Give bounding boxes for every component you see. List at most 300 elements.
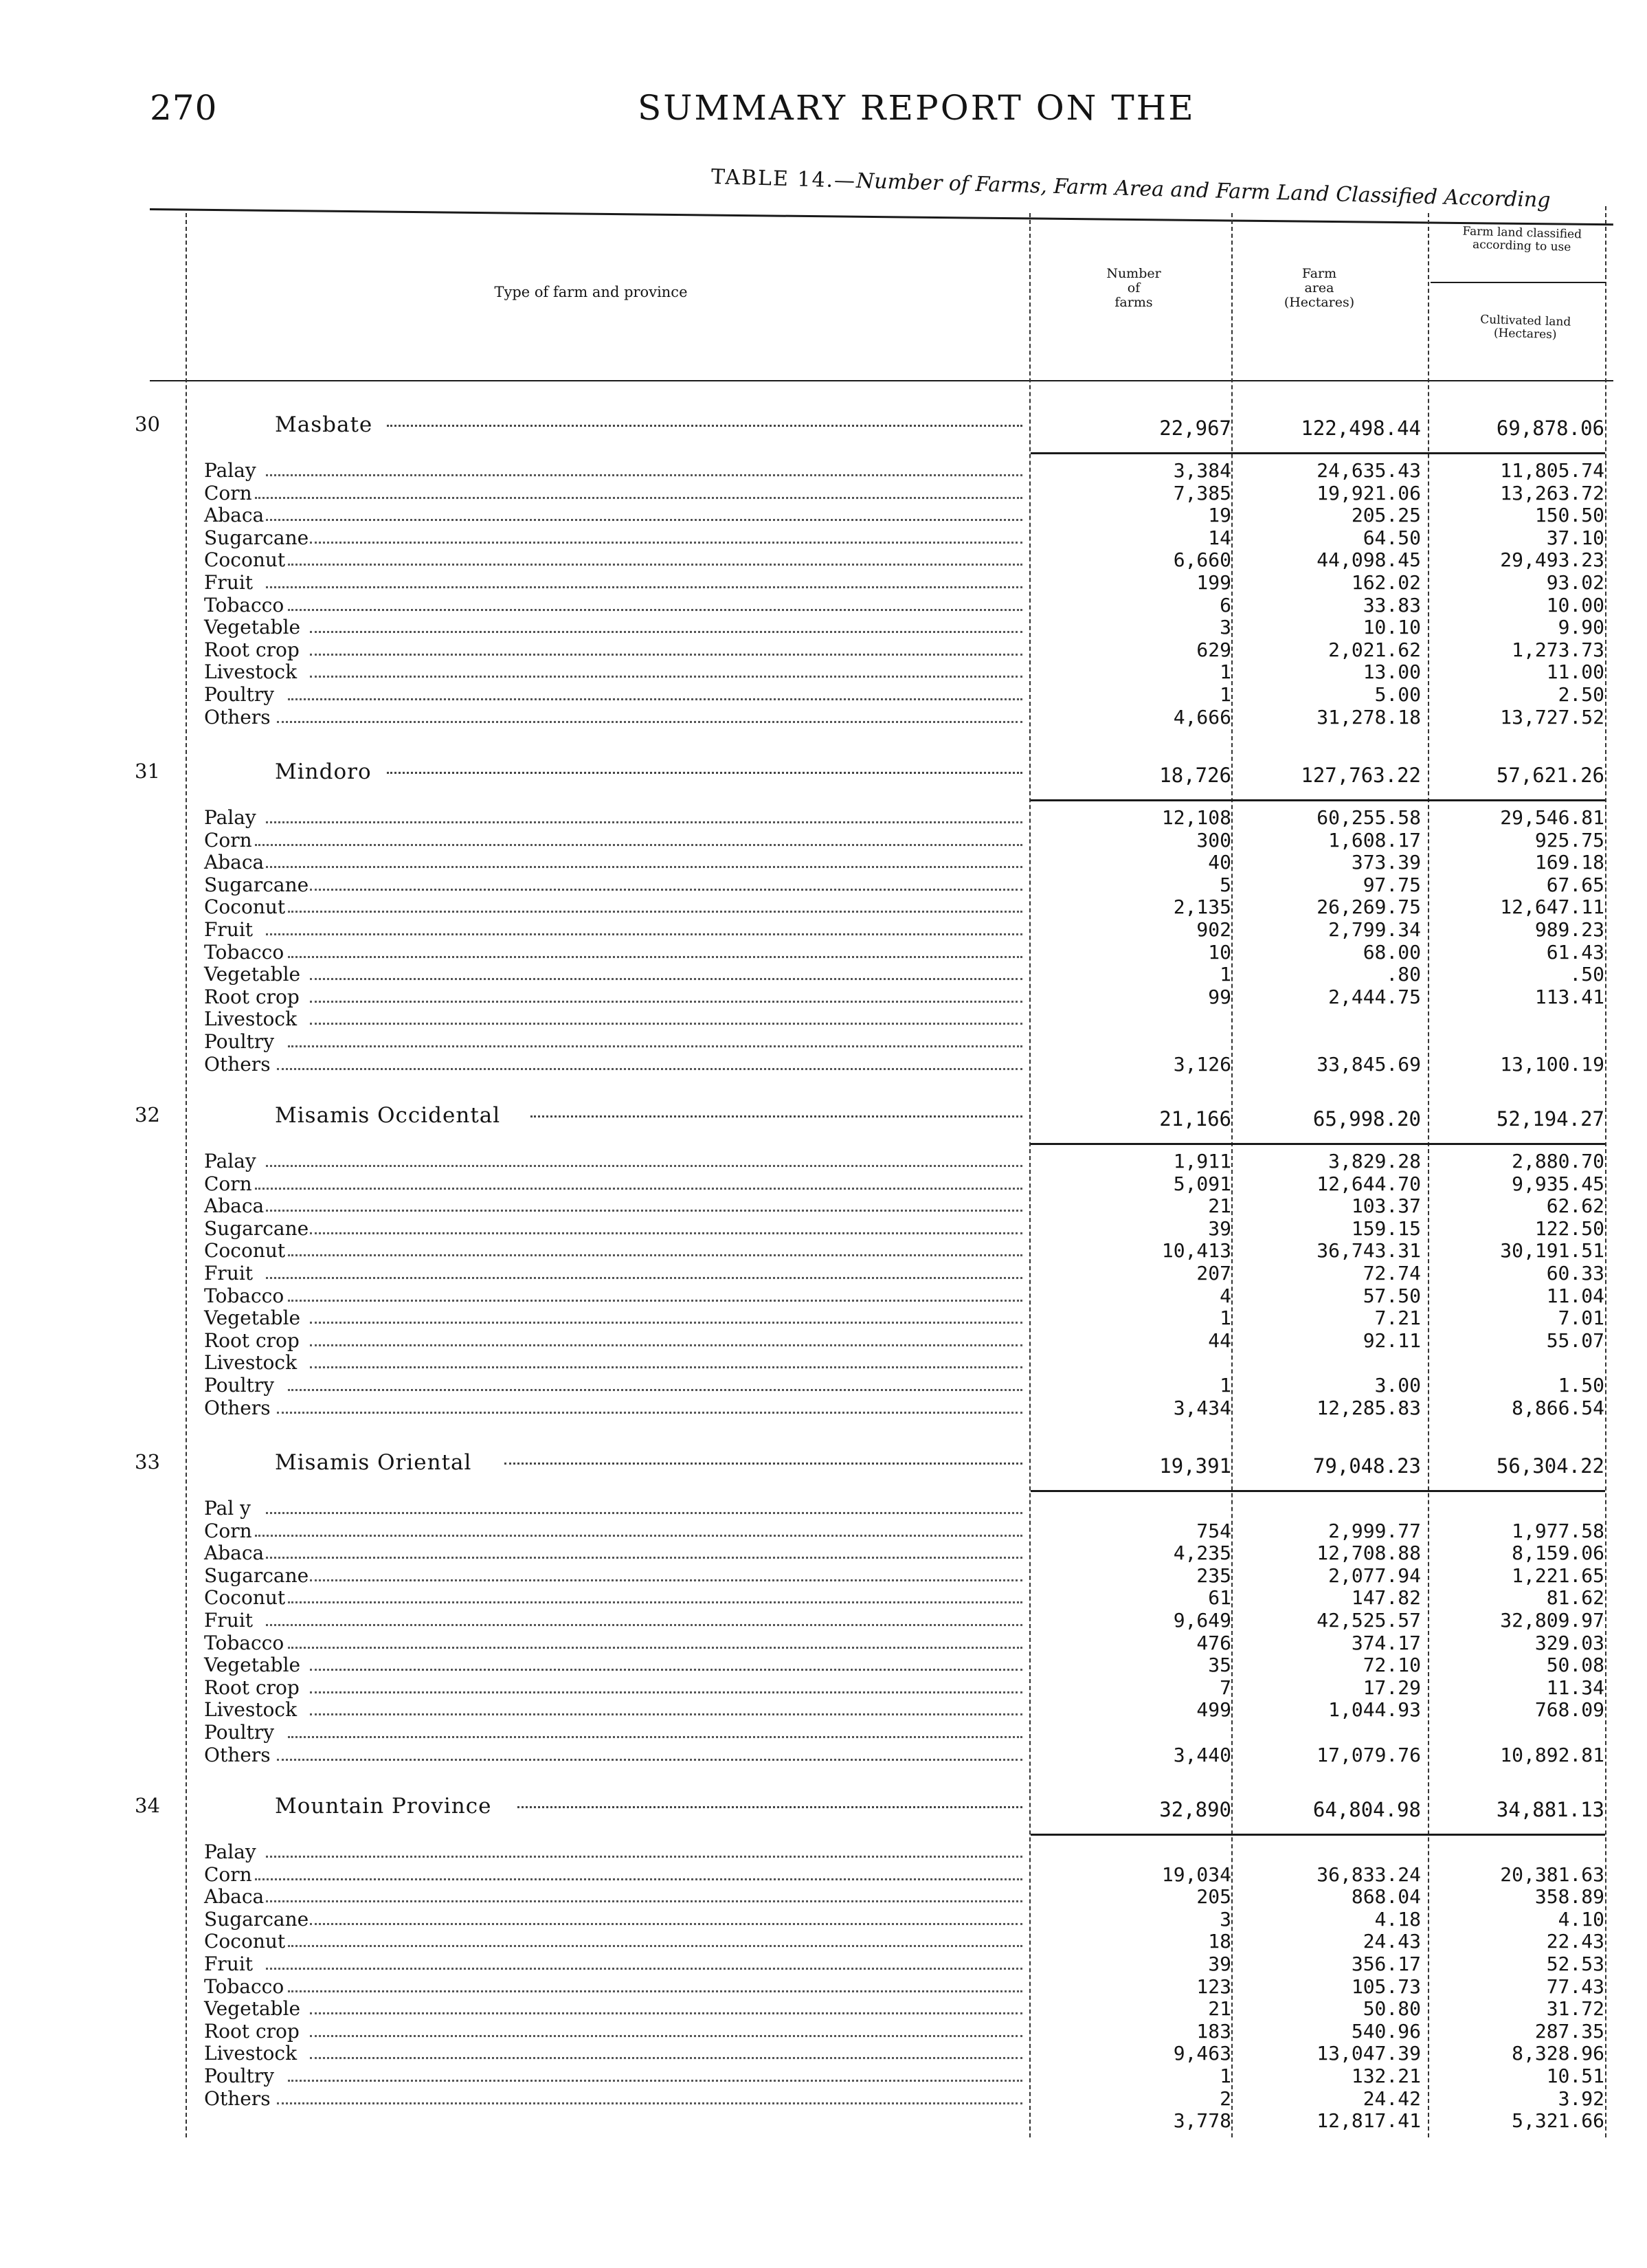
row-area: 60,255.58 xyxy=(1317,806,1421,829)
farm-type-label: Fruit xyxy=(204,918,254,941)
row-cultivated: 2.50 xyxy=(1558,683,1604,706)
province-name: Misamis Occidental xyxy=(275,1103,501,1128)
row-cultivated: 150.50 xyxy=(1534,504,1604,527)
row-cultivated: 30,191.51 xyxy=(1500,1239,1604,1263)
table-row xyxy=(0,1841,1647,1864)
table-row xyxy=(0,918,1647,942)
row-area: 19,921.06 xyxy=(1317,481,1421,504)
row-cultivated: 4.10 xyxy=(1558,1907,1604,1931)
row-leader xyxy=(266,1557,1022,1559)
table-row xyxy=(0,2020,1647,2043)
farm-type-label: Palay xyxy=(204,806,256,829)
row-area: 12,644.70 xyxy=(1317,1172,1421,1195)
row-cultivated: 29,493.23 xyxy=(1500,548,1604,572)
row-farms: 1 xyxy=(1220,2065,1231,2087)
row-farms: 183 xyxy=(1196,2019,1231,2043)
row-cultivated: 12,647.11 xyxy=(1500,896,1604,919)
row-farms: 235 xyxy=(1196,1564,1231,1587)
row-farms: 19 xyxy=(1208,504,1231,527)
province-row xyxy=(0,1103,1647,1137)
row-farms: 6,660 xyxy=(1173,548,1231,572)
row-leader xyxy=(310,1322,1022,1324)
row-area: 97.75 xyxy=(1363,873,1421,896)
row-cultivated: 9.90 xyxy=(1558,616,1604,639)
row-cultivated: 358.89 xyxy=(1534,1885,1604,1909)
row-leader xyxy=(266,821,1022,823)
row-area: 26,269.75 xyxy=(1317,896,1421,919)
table-row xyxy=(0,1285,1647,1308)
row-farms: 35 xyxy=(1208,1654,1231,1677)
farm-type-label: Fruit xyxy=(204,571,254,594)
row-farms: 39 xyxy=(1208,1216,1231,1240)
row-cultivated: 77.43 xyxy=(1546,1975,1604,1998)
row-leader xyxy=(266,519,1022,521)
province-leader xyxy=(387,772,1022,774)
row-leader xyxy=(277,2102,1022,2104)
row-cultivated: 11,805.74 xyxy=(1500,459,1604,482)
row-cultivated: 10,892.81 xyxy=(1500,1743,1604,1766)
row-area: 147.82 xyxy=(1351,1586,1421,1610)
table-row xyxy=(0,2065,1647,2088)
row-cultivated: 93.02 xyxy=(1546,571,1604,594)
row-cultivated: 13,727.52 xyxy=(1500,705,1604,729)
row-cultivated: 11.04 xyxy=(1546,1284,1604,1307)
province-row xyxy=(0,1450,1647,1485)
row-area: 92.11 xyxy=(1363,1328,1421,1352)
table-row xyxy=(0,1262,1647,1285)
row-farms: 44 xyxy=(1208,1328,1231,1352)
table-row xyxy=(0,829,1647,852)
row-cultivated: 29,546.81 xyxy=(1500,806,1604,829)
row-cultivated: 5,321.66 xyxy=(1512,2109,1604,2133)
province-cultivated: 52,194.27 xyxy=(1496,1107,1604,1131)
table-row xyxy=(0,1150,1647,1173)
farm-type-label: Others xyxy=(204,1743,271,1766)
farm-type-label: Coconut xyxy=(204,1930,286,1953)
row-farms: 1 xyxy=(1220,1307,1231,1330)
row-cultivated: 11.00 xyxy=(1546,660,1604,684)
table-row xyxy=(0,1975,1647,1999)
farm-type-label: Tobacco xyxy=(204,1631,284,1654)
table-row xyxy=(0,504,1647,527)
row-area: 33.83 xyxy=(1363,593,1421,616)
row-leader xyxy=(310,1691,1022,1693)
row-cultivated: 11.34 xyxy=(1546,1676,1604,1699)
row-leader xyxy=(277,1759,1022,1761)
row-cultivated: 60.33 xyxy=(1546,1262,1604,1285)
table-row xyxy=(0,941,1647,964)
province-area: 122,498.44 xyxy=(1301,416,1421,440)
farm-type-label: Palay xyxy=(204,1841,256,1863)
province-number: 33 xyxy=(135,1450,160,1474)
row-farms: 10,413 xyxy=(1161,1239,1231,1263)
province-area: 79,048.23 xyxy=(1312,1454,1421,1478)
province-cultivated: 57,621.26 xyxy=(1496,764,1604,787)
row-cultivated: 67.65 xyxy=(1546,873,1604,896)
row-area: 105.73 xyxy=(1351,1975,1421,1998)
row-cultivated: 52.53 xyxy=(1546,1953,1604,1975)
province-farms: 32,890 xyxy=(1159,1798,1231,1821)
row-farms: 476 xyxy=(1196,1631,1231,1654)
row-farms: 1,911 xyxy=(1173,1150,1231,1172)
row-cultivated: 9,935.45 xyxy=(1512,1172,1604,1195)
farm-type-label: Root crop xyxy=(204,638,300,661)
row-area: 159.15 xyxy=(1351,1216,1421,1240)
farm-type-label: Livestock xyxy=(204,1698,298,1722)
table-row xyxy=(0,1885,1647,1909)
row-farms: 300 xyxy=(1196,828,1231,852)
province-number: 30 xyxy=(135,412,160,436)
row-farms: 4 xyxy=(1220,1284,1231,1307)
row-leader xyxy=(255,497,1022,499)
farm-type-label: Vegetable xyxy=(204,1654,301,1677)
row-leader xyxy=(288,1045,1022,1047)
row-leader xyxy=(266,1968,1022,1970)
table-row xyxy=(0,616,1647,639)
table-row xyxy=(0,963,1647,986)
row-leader xyxy=(288,1601,1022,1603)
row-cultivated: 3.92 xyxy=(1558,2087,1604,2110)
table-row xyxy=(0,1053,1647,1076)
farm-type-label: Coconut xyxy=(204,896,286,919)
table-row xyxy=(0,1329,1647,1353)
row-leader xyxy=(310,889,1022,891)
row-leader xyxy=(288,1254,1022,1256)
farm-type-label: Palay xyxy=(204,1150,256,1172)
row-farms: 1 xyxy=(1220,683,1231,706)
header-area-line-2: area xyxy=(1304,280,1334,296)
province-farms: 18,726 xyxy=(1159,764,1231,787)
header-bottom-rule xyxy=(150,380,1613,381)
farm-type-label: Sugarcane xyxy=(204,526,309,549)
table-row xyxy=(0,1721,1647,1744)
row-area: 12,285.83 xyxy=(1317,1396,1421,1419)
row-cultivated: 7.01 xyxy=(1558,1307,1604,1330)
row-farms: 4,235 xyxy=(1173,1542,1231,1565)
header-area-line-1: Farm xyxy=(1301,266,1337,281)
row-area: 36,833.24 xyxy=(1317,1863,1421,1886)
row-area: 2,999.77 xyxy=(1328,1519,1421,1542)
row-leader xyxy=(288,564,1022,566)
province-row xyxy=(0,1794,1647,1828)
row-cultivated: 37.10 xyxy=(1546,526,1604,549)
row-cultivated: 8,328.96 xyxy=(1512,2042,1604,2065)
province-cultivated: 69,878.06 xyxy=(1496,416,1604,440)
row-area: 540.96 xyxy=(1351,2019,1421,2043)
running-head: SUMMARY REPORT ON THE xyxy=(638,88,1196,128)
farm-type-label: Vegetable xyxy=(204,1307,301,1330)
farm-type-label: Fruit xyxy=(204,1953,254,1975)
row-farms: 205 xyxy=(1196,1885,1231,1909)
farm-type-label: Vegetable xyxy=(204,616,301,639)
row-cultivated: 32,809.97 xyxy=(1500,1609,1604,1632)
farm-type-label: Fruit xyxy=(204,1262,254,1285)
row-area: 2,444.75 xyxy=(1328,985,1421,1008)
province-area: 64,804.98 xyxy=(1312,1798,1421,1821)
header-use-line-2: according to use xyxy=(1472,237,1571,254)
table-row xyxy=(0,806,1647,830)
farm-type-label: Sugarcane xyxy=(204,1907,309,1931)
row-area: 2,799.34 xyxy=(1328,918,1421,941)
header-type-of-farm: Type of farm and province xyxy=(494,284,688,300)
table-row xyxy=(0,1520,1647,1543)
row-leader xyxy=(310,1669,1022,1671)
row-leader xyxy=(255,1878,1022,1880)
table-row xyxy=(0,1930,1647,1953)
province-rule xyxy=(1031,799,1605,801)
province-number: 31 xyxy=(135,759,160,783)
row-farms: 2,135 xyxy=(1173,896,1231,919)
farm-type-label: Poultry xyxy=(204,683,275,706)
table-row xyxy=(0,1654,1647,1677)
row-area: 57.50 xyxy=(1363,1284,1421,1307)
row-farms: 9,463 xyxy=(1173,2042,1231,2065)
row-area: 31,278.18 xyxy=(1317,705,1421,729)
row-leader xyxy=(310,1344,1022,1346)
row-area: 5.00 xyxy=(1374,683,1421,706)
farm-type-label: Livestock xyxy=(204,1351,298,1375)
row-area: 17,079.76 xyxy=(1317,1743,1421,1766)
row-cultivated: 329.03 xyxy=(1534,1631,1604,1654)
row-leader xyxy=(255,844,1022,846)
farm-type-label: Livestock xyxy=(204,660,298,684)
table-row xyxy=(0,638,1647,662)
farm-type-label: Abaca xyxy=(204,1194,265,1218)
row-leader xyxy=(310,2012,1022,2014)
header-number-line-3: farms xyxy=(1114,294,1153,310)
table-row xyxy=(0,2109,1647,2133)
farm-type-label: Fruit xyxy=(204,1609,254,1632)
row-area: 68.00 xyxy=(1363,940,1421,964)
row-cultivated: 169.18 xyxy=(1534,851,1604,874)
row-leader xyxy=(266,586,1022,588)
row-area: 50.80 xyxy=(1363,1997,1421,2021)
farm-type-label: Root crop xyxy=(204,985,300,1008)
row-farms: 5,091 xyxy=(1173,1172,1231,1195)
row-leader xyxy=(288,1945,1022,1947)
row-cultivated: 81.62 xyxy=(1546,1586,1604,1610)
row-cultivated: 31.72 xyxy=(1546,1997,1604,2021)
row-farms: 3 xyxy=(1220,1907,1231,1931)
row-leader xyxy=(310,1023,1022,1025)
table-row xyxy=(0,1008,1647,1031)
row-leader xyxy=(288,956,1022,958)
farm-type-label: Poultry xyxy=(204,1721,275,1744)
row-area: 103.37 xyxy=(1351,1194,1421,1218)
row-farms: 3,440 xyxy=(1173,1743,1231,1766)
province-area: 127,763.22 xyxy=(1301,764,1421,787)
row-leader xyxy=(288,911,1022,913)
table-row xyxy=(0,2042,1647,2065)
row-cultivated: 61.43 xyxy=(1546,940,1604,964)
table-row xyxy=(0,1676,1647,1700)
farm-type-label: Others xyxy=(204,2087,271,2110)
table-row xyxy=(0,571,1647,594)
row-leader xyxy=(288,698,1022,700)
row-area: 868.04 xyxy=(1351,1885,1421,1909)
header-number-line-1: Number xyxy=(1106,266,1161,281)
farm-type-label: Vegetable xyxy=(204,963,301,986)
province-leader xyxy=(387,425,1022,427)
row-farms: 5 xyxy=(1220,873,1231,896)
row-leader xyxy=(266,1624,1022,1626)
row-leader xyxy=(310,1232,1022,1234)
row-leader xyxy=(288,2080,1022,2082)
province-farms: 19,391 xyxy=(1159,1454,1231,1478)
table-row xyxy=(0,1374,1647,1397)
row-cultivated: 1,273.73 xyxy=(1512,638,1604,661)
row-farms: 4,666 xyxy=(1173,705,1231,729)
province-cultivated: 34,881.13 xyxy=(1496,1798,1604,1821)
row-leader xyxy=(310,978,1022,980)
farm-type-label: Root crop xyxy=(204,2019,300,2043)
province-name: Masbate xyxy=(275,412,373,437)
table-row xyxy=(0,1744,1647,1767)
farm-type-label: Tobacco xyxy=(204,1284,284,1307)
row-cultivated: 13,100.19 xyxy=(1500,1052,1604,1076)
row-leader xyxy=(310,654,1022,656)
row-leader xyxy=(310,1366,1022,1368)
table-row xyxy=(0,706,1647,729)
province-name: Misamis Oriental xyxy=(275,1450,472,1475)
row-farms: 1 xyxy=(1220,660,1231,684)
province-row xyxy=(0,412,1647,447)
farm-type-label: Poultry xyxy=(204,1030,275,1053)
row-cultivated: 122.50 xyxy=(1534,1216,1604,1240)
row-farms: 7 xyxy=(1220,1676,1231,1699)
province-cultivated: 56,304.22 xyxy=(1496,1454,1604,1478)
row-farms: 21 xyxy=(1208,1997,1231,2021)
row-cultivated: 989.23 xyxy=(1534,918,1604,941)
row-farms: 499 xyxy=(1196,1698,1231,1722)
row-cultivated: 62.62 xyxy=(1546,1194,1604,1218)
row-cultivated: 768.09 xyxy=(1534,1698,1604,1722)
row-farms: 754 xyxy=(1196,1519,1231,1542)
row-cultivated: 10.51 xyxy=(1546,2065,1604,2087)
row-leader xyxy=(310,1579,1022,1581)
farm-type-label: Tobacco xyxy=(204,940,284,964)
row-area: 72.74 xyxy=(1363,1262,1421,1285)
row-cultivated: 8,159.06 xyxy=(1512,1542,1604,1565)
row-leader xyxy=(266,1165,1022,1167)
table-caption-lead: TABLE 14.— xyxy=(710,165,857,193)
row-leader xyxy=(266,1277,1022,1279)
table-row xyxy=(0,1030,1647,1054)
row-farms: 3,778 xyxy=(1173,2109,1231,2133)
row-area: 7.21 xyxy=(1374,1307,1421,1330)
row-area: 44,098.45 xyxy=(1317,548,1421,572)
row-farms: 99 xyxy=(1208,985,1231,1008)
header-number-of-farms xyxy=(1072,267,1196,310)
province-name: Mindoro xyxy=(275,759,372,784)
row-farms: 3,434 xyxy=(1173,1396,1231,1419)
row-area: 13.00 xyxy=(1363,660,1421,684)
farm-type-label: Poultry xyxy=(204,1374,275,1397)
farm-type-label: Sugarcane xyxy=(204,1564,309,1587)
row-area: 64.50 xyxy=(1363,526,1421,549)
row-cultivated: 50.08 xyxy=(1546,1654,1604,1677)
farm-type-label: Root crop xyxy=(204,1328,300,1352)
row-area: 132.21 xyxy=(1351,2065,1421,2087)
province-rule xyxy=(1031,1834,1605,1836)
farm-type-label: Abaca xyxy=(204,1885,265,1909)
table-row xyxy=(0,1953,1647,1976)
row-farms: 21 xyxy=(1208,1194,1231,1218)
row-area: 24,635.43 xyxy=(1317,459,1421,482)
table-row xyxy=(0,459,1647,482)
header-cultivated-line-2: (Hectares) xyxy=(1493,326,1557,342)
row-leader xyxy=(288,1647,1022,1649)
table-caption xyxy=(711,165,1551,212)
row-farms: 902 xyxy=(1196,918,1231,941)
row-leader xyxy=(255,1188,1022,1190)
row-farms: 14 xyxy=(1208,526,1231,549)
page-number: 270 xyxy=(150,88,218,128)
table-row xyxy=(0,1217,1647,1241)
table-row xyxy=(0,1586,1647,1610)
farm-type-label: Corn xyxy=(204,1863,252,1886)
province-rule xyxy=(1031,452,1605,454)
farm-type-label: Abaca xyxy=(204,1542,265,1565)
farm-type-label: Corn xyxy=(204,828,252,852)
row-area: 3.00 xyxy=(1374,1374,1421,1397)
table-row xyxy=(0,1997,1647,2021)
table-row xyxy=(0,1239,1647,1263)
row-leader xyxy=(310,2035,1022,2037)
row-cultivated: 1,221.65 xyxy=(1512,1564,1604,1587)
row-leader xyxy=(288,1389,1022,1391)
province-row xyxy=(0,759,1647,794)
row-farms: 19,034 xyxy=(1161,1863,1231,1886)
table-row xyxy=(0,1307,1647,1330)
row-cultivated: 10.00 xyxy=(1546,593,1604,616)
row-leader xyxy=(266,474,1022,476)
row-leader xyxy=(310,631,1022,633)
row-farms: 123 xyxy=(1196,1975,1231,1998)
province-number: 32 xyxy=(135,1103,160,1126)
row-leader xyxy=(310,1713,1022,1715)
header-land-use xyxy=(1443,225,1602,255)
table-row xyxy=(0,1632,1647,1655)
row-farms: 6 xyxy=(1220,593,1231,616)
table-row xyxy=(0,1497,1647,1520)
row-area: 12,817.41 xyxy=(1317,2109,1421,2133)
row-farms: 1 xyxy=(1220,1374,1231,1397)
row-cultivated: 55.07 xyxy=(1546,1328,1604,1352)
province-number: 34 xyxy=(135,1794,160,1817)
farm-type-label: Sugarcane xyxy=(204,1216,309,1240)
province-farms: 22,967 xyxy=(1159,416,1231,440)
row-area: .80 xyxy=(1386,963,1421,986)
row-farms: 1 xyxy=(1220,963,1231,986)
table-top-rule xyxy=(150,208,1613,225)
farm-type-label: Corn xyxy=(204,1519,252,1542)
farm-type-label: Livestock xyxy=(204,2042,298,2065)
header-area-line-3: (Hectares) xyxy=(1284,294,1355,310)
province-farms: 21,166 xyxy=(1159,1107,1231,1131)
row-cultivated: 22.43 xyxy=(1546,1930,1604,1953)
farm-type-label: Poultry xyxy=(204,2065,275,2087)
table-row xyxy=(0,2087,1647,2111)
province-rule xyxy=(1031,1490,1605,1492)
row-area: 2,077.94 xyxy=(1328,1564,1421,1587)
farm-type-label: Pal y xyxy=(204,1497,251,1520)
row-leader xyxy=(277,1412,1022,1414)
row-leader xyxy=(310,542,1022,544)
row-leader xyxy=(266,866,1022,868)
row-cultivated: 1,977.58 xyxy=(1512,1519,1604,1542)
table-row xyxy=(0,594,1647,617)
